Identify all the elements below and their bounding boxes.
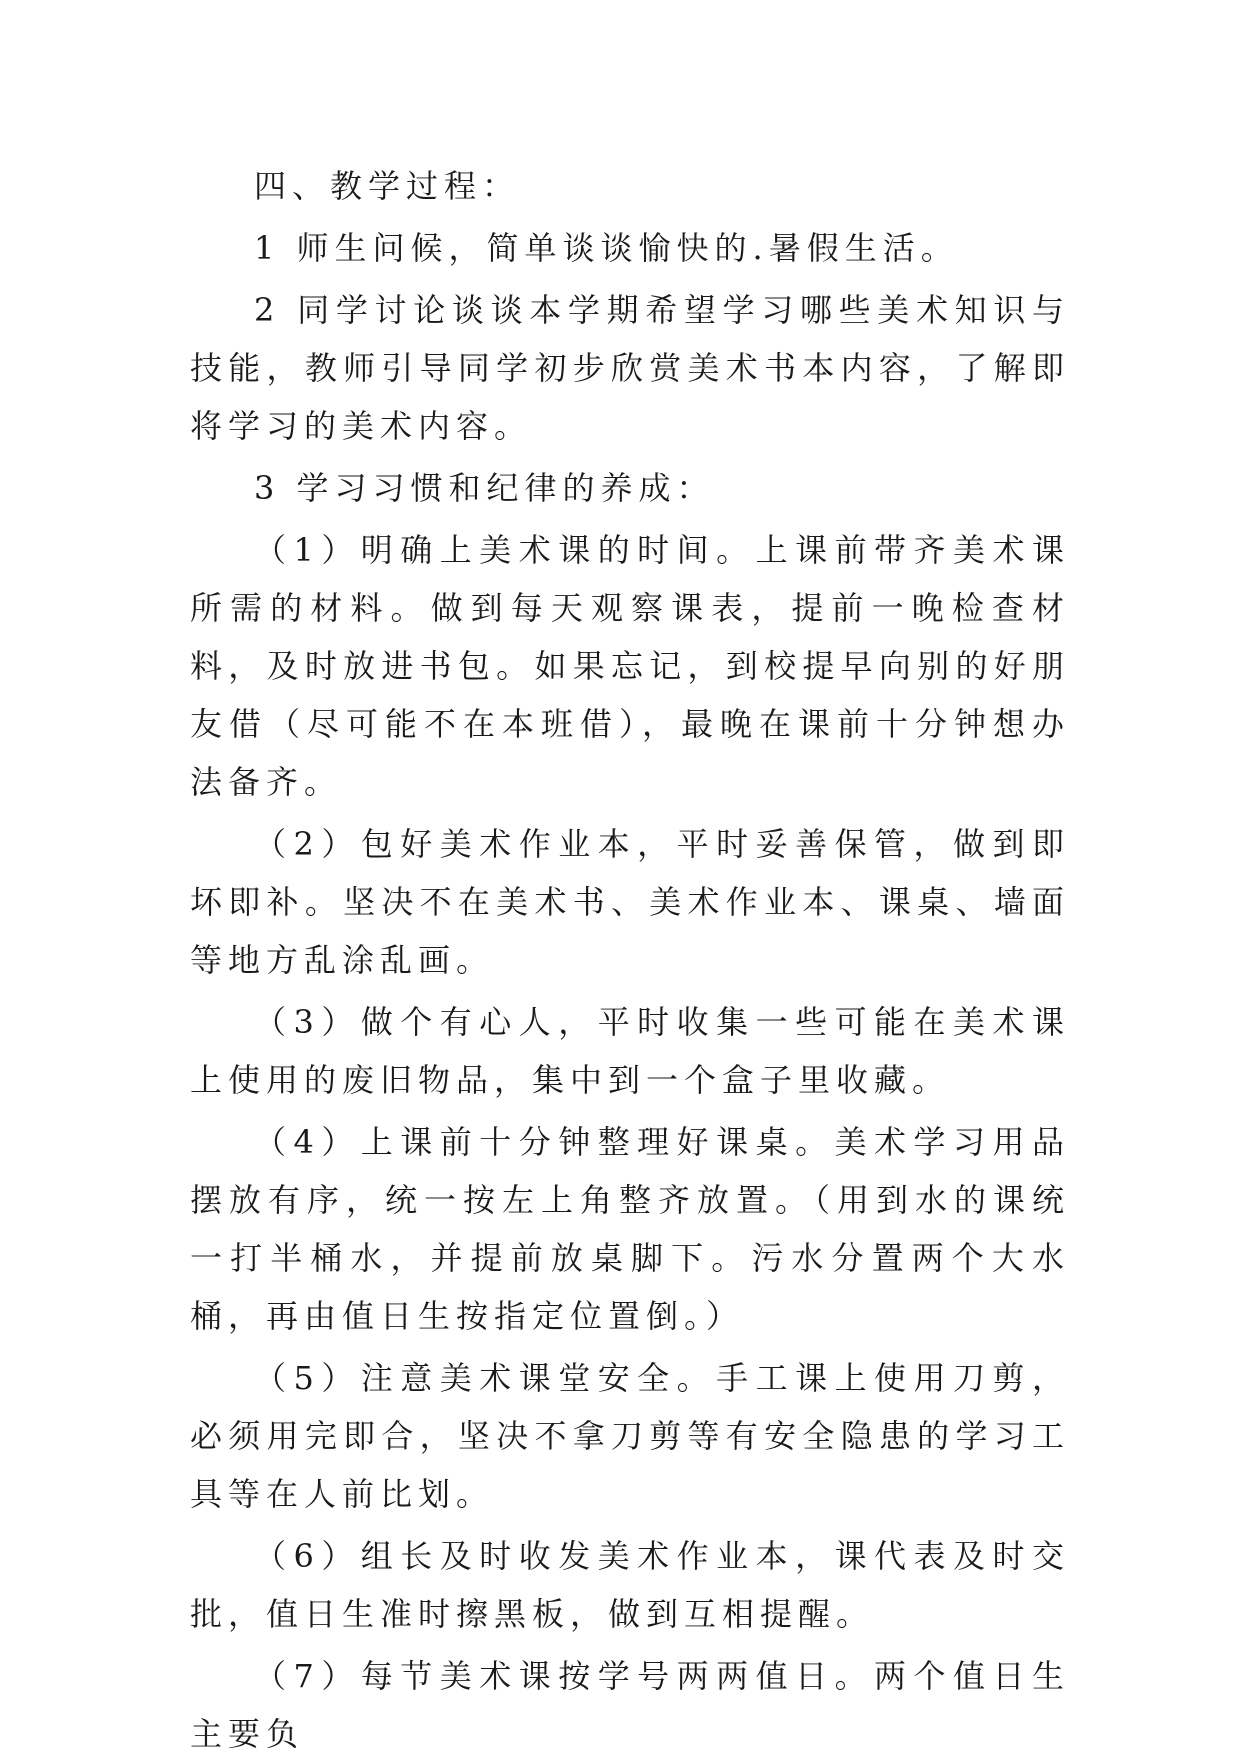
paragraph-item-2: 2 同学讨论谈谈本学期希望学习哪些美术知识与技能，教师引导同学初步欣赏美术书本内容，了解即将学习的美术内容。 (190, 291, 1070, 445)
paragraph-subitem-2: （2）包好美术作业本，平时妥善保管，做到即坏即补。坚决不在美术书、美术作业本、课桌、墙面等地方乱涂乱画。 (190, 825, 1070, 979)
paragraph-subitem-3: （3）做个有心人，平时收集一些可能在美术课上使用的废旧物品，集中到一个盒子里收藏。 (190, 1003, 1070, 1099)
paragraph-item-3: 3 学习习惯和纪律的养成： (254, 469, 715, 507)
section-heading: 四、教学过程： (254, 167, 521, 205)
paragraph-item-1: 1 师生问候，简单谈谈愉快的.暑假生活。 (254, 229, 959, 267)
paragraph-subitem-4: （4）上课前十分钟整理好课桌。美术学习用品摆放有序，统一按左上角整齐放置。（用到水的课统一打半桶水，并提前放桌脚下。污水分置两个大水桶，再由值日生按指定位置倒。） (190, 1123, 1070, 1335)
paragraph-subitem-6: （6）组长及时收发美术作业本，课代表及时交批，值日生准时擦黑板，做到互相提醒。 (190, 1537, 1070, 1633)
paragraph-subitem-5: （5）注意美术课堂安全。手工课上使用刀剪，必须用完即合，坚决不拿刀剪等有安全隐患的学习工具等在人前比划。 (190, 1359, 1070, 1513)
document-body (190, 157, 1070, 1763)
paragraph-subitem-7: （7）每节美术课按学号两两值日。两个值日生主要负 (190, 1657, 1070, 1753)
paragraph-subitem-1: （1）明确上美术课的时间。上课前带齐美术课所需的材料。做到每天观察课表，提前一晚检查材料，及时放进书包。如果忘记，到校提早向别的好朋友借（尽可能不在本班借），最晚在课前十分钟想办法备齐。 (190, 531, 1070, 801)
